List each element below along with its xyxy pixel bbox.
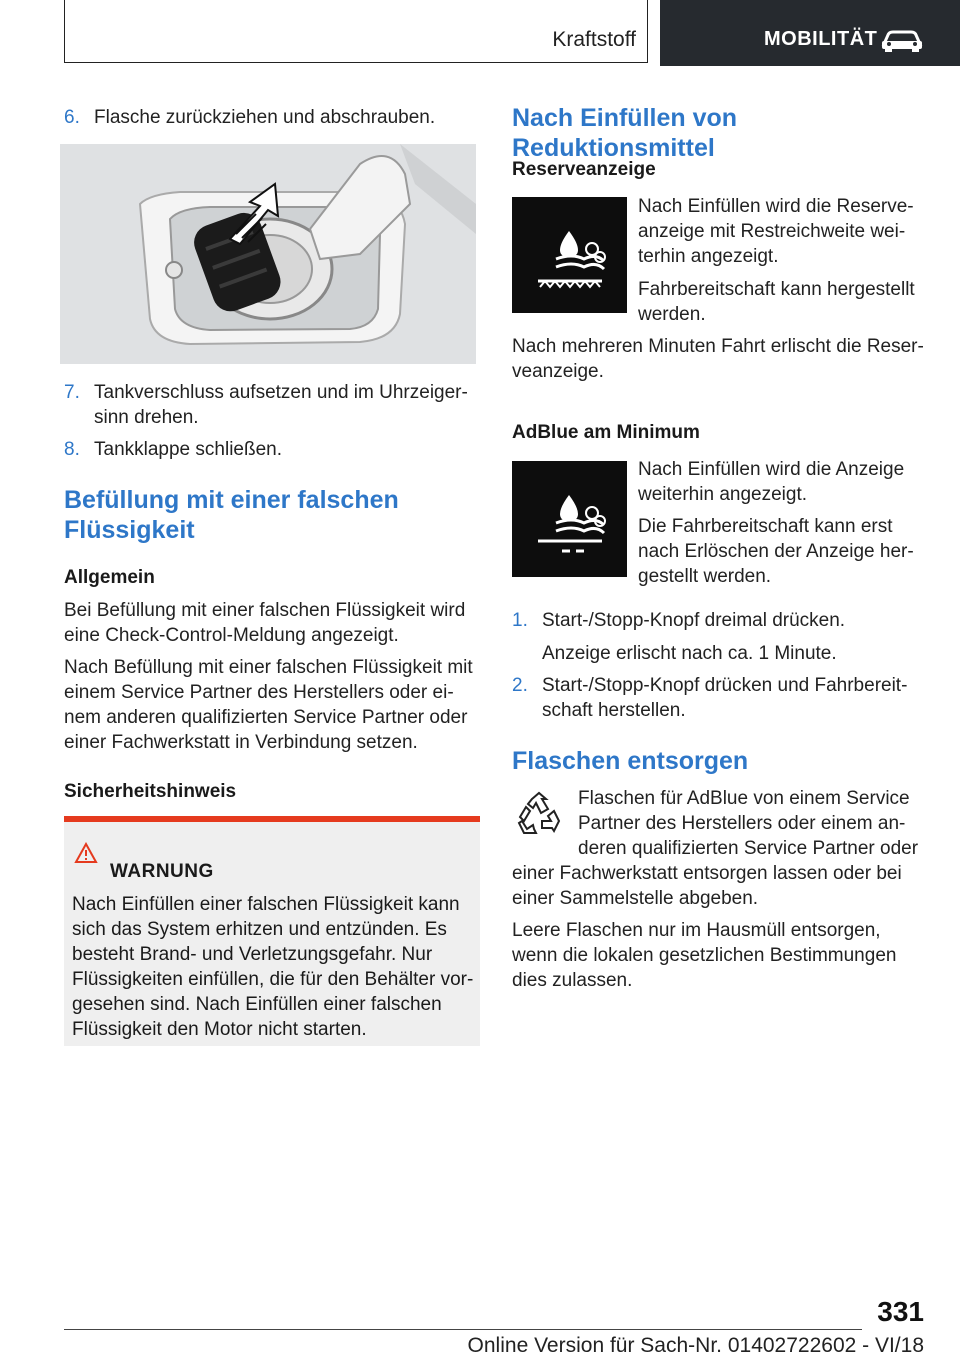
step-number: 1. xyxy=(512,610,528,631)
step-text-line: Start-/Stopp-Knopf drücken und Fahrbereit- xyxy=(542,675,908,696)
text-line: einer Fachwerkstatt in Verbindung setzen. xyxy=(64,732,418,753)
text-line: Flüssigkeiten einfüllen, die für den Behälter vor- xyxy=(72,969,474,990)
disposal-text-2 xyxy=(512,861,932,911)
text-line: Nach Einfüllen einer falschen Flüssigkeit kann xyxy=(72,894,460,915)
step-text: Flasche zurückziehen und abschrauben. xyxy=(94,107,436,128)
step-number: 6. xyxy=(64,107,80,128)
subheading-safety: Sicherheitshinweis xyxy=(64,781,237,802)
subheading-general: Allgemein xyxy=(64,567,155,588)
step-text-line: Tankverschluss aufsetzen und im Uhrzeiger- xyxy=(94,382,468,403)
section-heading-wrong-fluid xyxy=(64,485,480,545)
text-line: gestellt werden. xyxy=(638,566,772,587)
text-line: nach Erlöschen der Anzeige her- xyxy=(638,541,914,562)
step-text xyxy=(542,673,907,723)
warning-bar xyxy=(64,816,480,822)
step-text xyxy=(94,380,468,430)
text-line: sich das System erhitzen und entzünden. Es xyxy=(72,919,447,940)
text-line: werden. xyxy=(638,304,706,325)
text-line: anzeige mit Restreichweite wei- xyxy=(638,221,906,242)
text-line: dies zulassen. xyxy=(512,970,633,991)
text-line: nem anderen qualifizierten Service Partner oder xyxy=(64,707,468,728)
text-line: einem Service Partner des Herstellers oder ei- xyxy=(64,682,454,703)
text-line: Nach Einfüllen wird die Reserve- xyxy=(638,196,914,217)
text-line: gesehen sind. Nach Einfüllen einer falschen xyxy=(72,994,442,1015)
step-text: Tankklappe schließen. xyxy=(94,439,282,460)
warning-title: WARNUNG xyxy=(110,861,214,882)
subheading-minimum: AdBlue am Minimum xyxy=(512,422,700,443)
adblue-reserve-display xyxy=(512,197,627,313)
header-section-title: Kraftstoff xyxy=(552,28,636,51)
minimum-text-1 xyxy=(638,457,928,507)
step-number: 8. xyxy=(64,439,80,460)
heading-line: Befüllung mit einer falschen xyxy=(64,486,399,514)
text-line: Die Fahrbereitschaft kann erst xyxy=(638,516,893,537)
text-line: Flaschen für AdBlue von einem Service xyxy=(578,788,910,809)
step-2 xyxy=(512,673,907,723)
step-8 xyxy=(64,437,282,462)
text-line: Partner des Herstellers oder einem an- xyxy=(578,813,906,834)
text-line: Nach mehreren Minuten Fahrt erlischt die Reser- xyxy=(512,336,924,357)
step-text: Start-/Stopp-Knopf dreimal drücken. xyxy=(542,610,846,631)
page-header xyxy=(0,0,960,66)
section-heading-disposal: Flaschen entsorgen xyxy=(512,747,749,775)
step-7 xyxy=(64,380,468,430)
step-number: 7. xyxy=(64,382,80,403)
fuel-cap-photo xyxy=(60,144,476,364)
reserve-after-text xyxy=(512,334,932,384)
warning-text xyxy=(72,892,476,1042)
disposal-text-1 xyxy=(578,786,928,861)
step-1 xyxy=(512,608,845,633)
text-line: veanzeige. xyxy=(512,361,604,382)
adblue-minimum-icon xyxy=(512,461,627,577)
text-line: Nach Befüllung mit einer falschen Flüssigkeit mit xyxy=(64,657,473,678)
paragraph-general-2 xyxy=(64,655,480,755)
text-line: weiterhin angezeigt. xyxy=(638,484,807,505)
text-line: terhin angezeigt. xyxy=(638,246,779,267)
text-line: Leere Flaschen nur im Hausmüll entsorgen, xyxy=(512,920,881,941)
footer-version-text: Online Version für Sach-Nr. 01402722602 - VI/18 xyxy=(467,1334,924,1357)
warning-triangle-icon xyxy=(74,842,98,864)
disposal-text-3 xyxy=(512,918,932,993)
minimum-text-2 xyxy=(638,514,928,589)
warning-box xyxy=(64,816,480,1046)
chapter-tab-label: MOBILITÄT xyxy=(764,28,878,50)
text-line: eine Check-Control-Meldung angezeigt. xyxy=(64,625,399,646)
step-6 xyxy=(64,105,435,130)
text-line: besteht Brand- und Verletzungsgefahr. Nur xyxy=(72,944,433,965)
paragraph-general-1 xyxy=(64,598,480,648)
fuel-filler-illustration xyxy=(60,144,476,364)
heading-line: Flüssigkeit xyxy=(64,516,195,544)
reserve-text-1 xyxy=(638,194,928,269)
text-line: einer Fachwerkstatt entsorgen lassen oder bei xyxy=(512,863,902,884)
car-icon xyxy=(880,27,924,53)
section-heading-reductant: Nach Einfüllen von Reduktionsmittel xyxy=(512,104,738,162)
text-line: Bei Befüllung mit einer falschen Flüssigkeit wird xyxy=(64,600,466,621)
adblue-reserve-icon xyxy=(512,197,627,313)
recycle-icon xyxy=(514,791,564,841)
step-text-line: schaft herstellen. xyxy=(542,700,686,721)
step-1-result: Anzeige erlischt nach ca. 1 Minute. xyxy=(542,643,837,664)
text-line: wenn die lokalen gesetzlichen Bestimmungen xyxy=(512,945,897,966)
reserve-text-2 xyxy=(638,277,928,327)
text-line: Flüssigkeit den Motor nicht starten. xyxy=(72,1019,367,1040)
step-text-line: sinn drehen. xyxy=(94,407,199,428)
step-number: 2. xyxy=(512,675,528,696)
adblue-minimum-display xyxy=(512,461,627,577)
chapter-tab[interactable] xyxy=(660,0,960,66)
subheading-reserve: Reserveanzeige xyxy=(512,159,656,180)
text-line: deren qualifizierten Service Partner oder xyxy=(578,838,919,859)
footer-divider xyxy=(64,1329,862,1330)
text-line: Nach Einfüllen wird die Anzeige xyxy=(638,459,905,480)
text-line: einer Sammelstelle abgeben. xyxy=(512,888,759,909)
text-line: Fahrbereitschaft kann hergestellt xyxy=(638,279,915,300)
page-number: 331 xyxy=(877,1296,924,1327)
